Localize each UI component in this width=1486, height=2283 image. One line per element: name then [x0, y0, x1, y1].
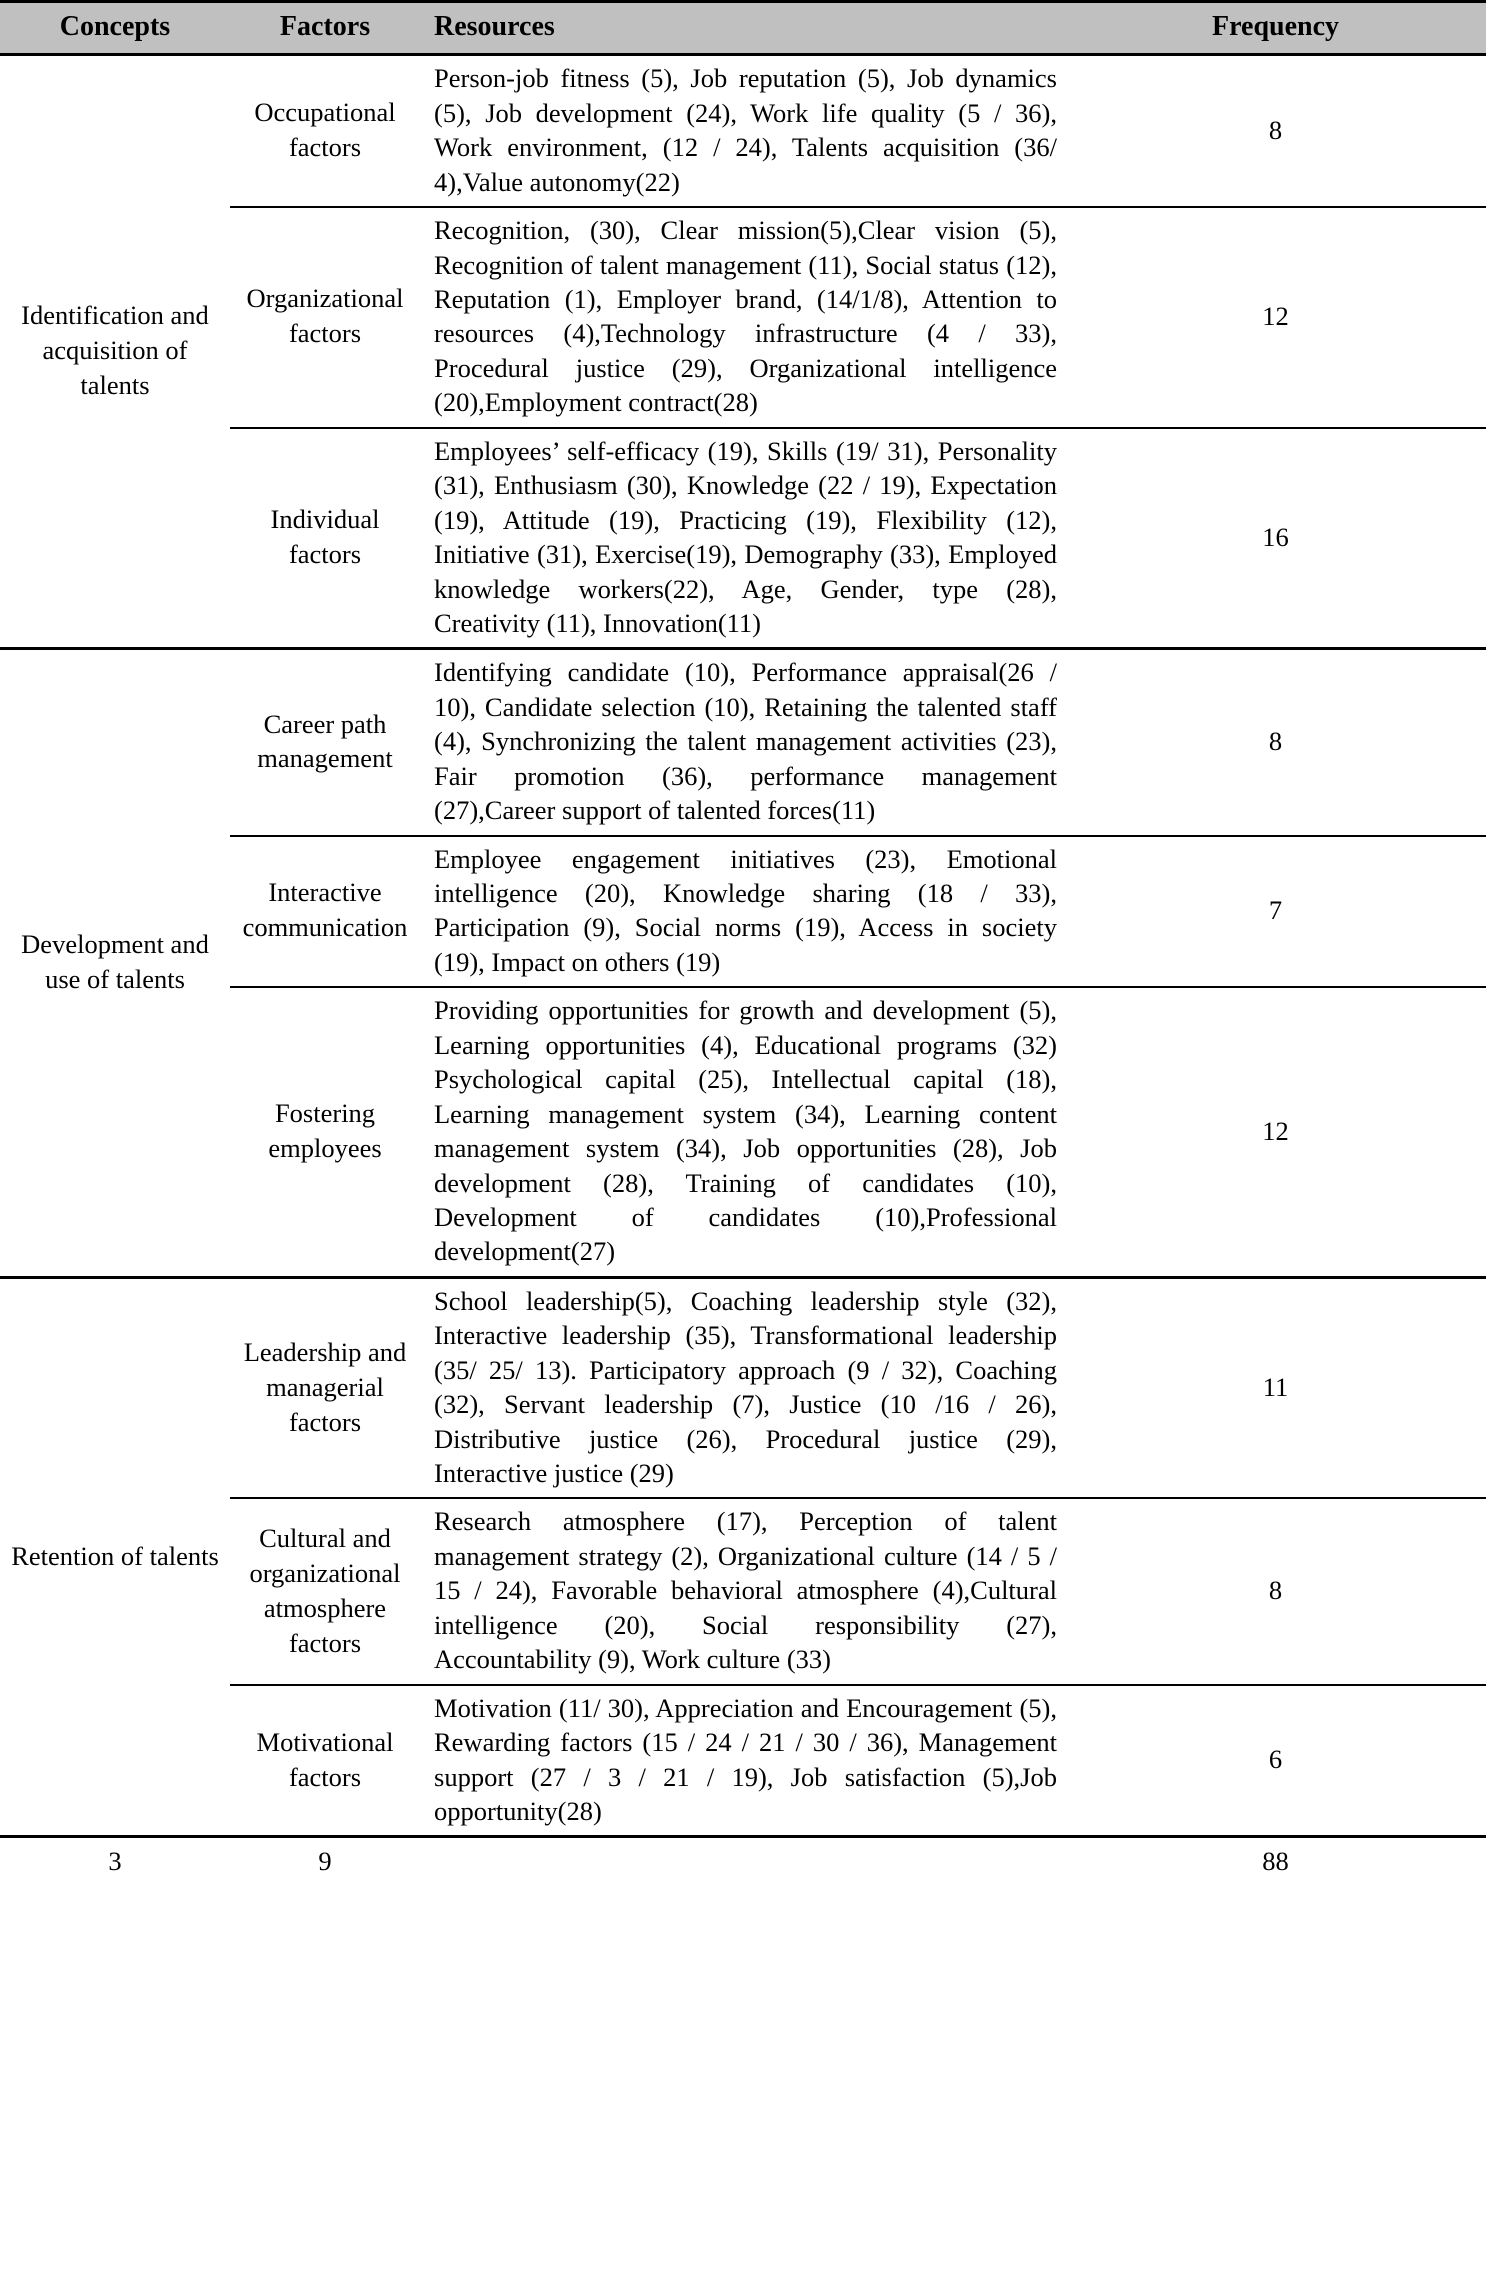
frequency-cell: 6: [1073, 1685, 1486, 1837]
column-header-concepts: Concepts: [0, 2, 230, 55]
factor-cell: Cultural and organizational atmosphere factors: [230, 1498, 420, 1684]
factor-cell: Interactive communication: [230, 836, 420, 988]
resources-cell: Employees’ self-efficacy (19), Skills (19/ 31), Personality (31), Enthusiasm (30), Knowledge (22 / 19), Expectation (19), Attitude (19), Practicing (19), Flexibility (12), Initiative (31), Exercise(19), Demography (33), Employed knowledge workers(22), Age, Gender, type (28), Creativity (11), Innovation(11): [420, 428, 1073, 649]
column-header-resources: Resources: [420, 2, 1073, 55]
footer-factors-total: 9: [230, 1837, 420, 1886]
resources-cell: Motivation (11/ 30), Appreciation and Encouragement (5), Rewarding factors (15 / 24 / 21 / 30 / 36), Management support (27 / 3 / 21 / 19), Job satisfaction (5),Job opportunity(28): [420, 1685, 1073, 1837]
table-header: [0, 2, 1486, 55]
frequency-cell: 8: [1073, 649, 1486, 836]
resources-cell: Providing opportunities for growth and development (5), Learning opportunities (4), Educational programs (32) Psychological capital (25), Intellectual capital (18), Learning management system (34), Learning content management system (34), Job opportunities (28), Job development (28), Training of candidates (10), Development of candidates (10),Professional development(27): [420, 987, 1073, 1277]
resources-cell: Research atmosphere (17), Perception of talent management strategy (2), Organizational culture (14 / 5 / 15 / 24), Favorable behavioral atmosphere (4),Cultural intelligence (20), Social responsibility (27), Accountability (9), Work culture (33): [420, 1498, 1073, 1684]
factor-cell: Motivational factors: [230, 1685, 420, 1837]
factor-cell: Career path management: [230, 649, 420, 836]
factor-cell: Organizational factors: [230, 207, 420, 428]
page-bottom-clip: [0, 1883, 1486, 2283]
table-row: [0, 1277, 1486, 1498]
factor-cell: Leadership and managerial factors: [230, 1277, 420, 1498]
frequency-cell: 11: [1073, 1277, 1486, 1498]
resources-cell: Employee engagement initiatives (23), Emotional intelligence (20), Knowledge sharing (18 / 33), Participation (9), Social norms (19), Access in society (19), Impact on others (19): [420, 836, 1073, 988]
footer-concepts-total: 3: [0, 1837, 230, 1886]
resources-cell: School leadership(5), Coaching leadership style (32), Interactive leadership (35), Transformational leadership (35/ 25/ 13). Participatory approach (9 / 32), Coaching (32), Servant leadership (7), Justice (10 /16 / 26), Distributive justice (26), Procedural justice (29), Interactive justice (29): [420, 1277, 1073, 1498]
table-header-row: [0, 2, 1486, 55]
frequency-cell: 8: [1268, 115, 1283, 146]
frequency-cell: 8: [1073, 1498, 1486, 1684]
factor-cell: Occupational factors: [254, 97, 396, 163]
footer-resources-total: [420, 1837, 1073, 1886]
resources-cell: Person-job fitness (5), Job reputation (5), Job dynamics (5), Job development (24), Work life quality (5 / 36), Work environment, (12 / 24), Talents acquisition (36/ 4),Value autonomy(22): [434, 63, 1057, 197]
factor-cell: Fostering employees: [230, 987, 420, 1277]
frequency-cell: 12: [1073, 207, 1486, 428]
factor-cell: Individual factors: [230, 428, 420, 649]
resources-cell: Recognition, (30), Clear mission(5),Clear vision (5), Recognition of talent management (11), Social status (12), Reputation (1), Employer brand, (14/1/8), Attention to resources (4),Technology infrastructure (4 / 33), Procedural justice (29), Organizational intelligence (20),Employment contract(28): [420, 207, 1073, 428]
table-row: [0, 55, 1486, 207]
frequency-cell: 7: [1073, 836, 1486, 988]
table-footer-row: [0, 1837, 1486, 1886]
resources-cell: Identifying candidate (10), Performance appraisal(26 / 10), Candidate selection (10), Retaining the talented staff (4), Synchronizing the talent management activities (23), Fair promotion (36), performance management (27),Career support of talented forces(11): [420, 649, 1073, 836]
frequency-cell: 12: [1073, 987, 1486, 1277]
concept-cell: Retention of talents: [0, 1277, 230, 1837]
concept-cell: Development and use of talents: [0, 649, 230, 1277]
column-header-frequency: Frequency: [1073, 2, 1486, 55]
footer-frequency-total: 88: [1073, 1837, 1486, 1886]
column-header-factors: Factors: [230, 2, 420, 55]
table-row: [0, 649, 1486, 836]
frequency-cell: 16: [1073, 428, 1486, 649]
table-body: [0, 55, 1486, 1886]
concept-cell: Identification and acquisition of talents: [21, 300, 209, 401]
